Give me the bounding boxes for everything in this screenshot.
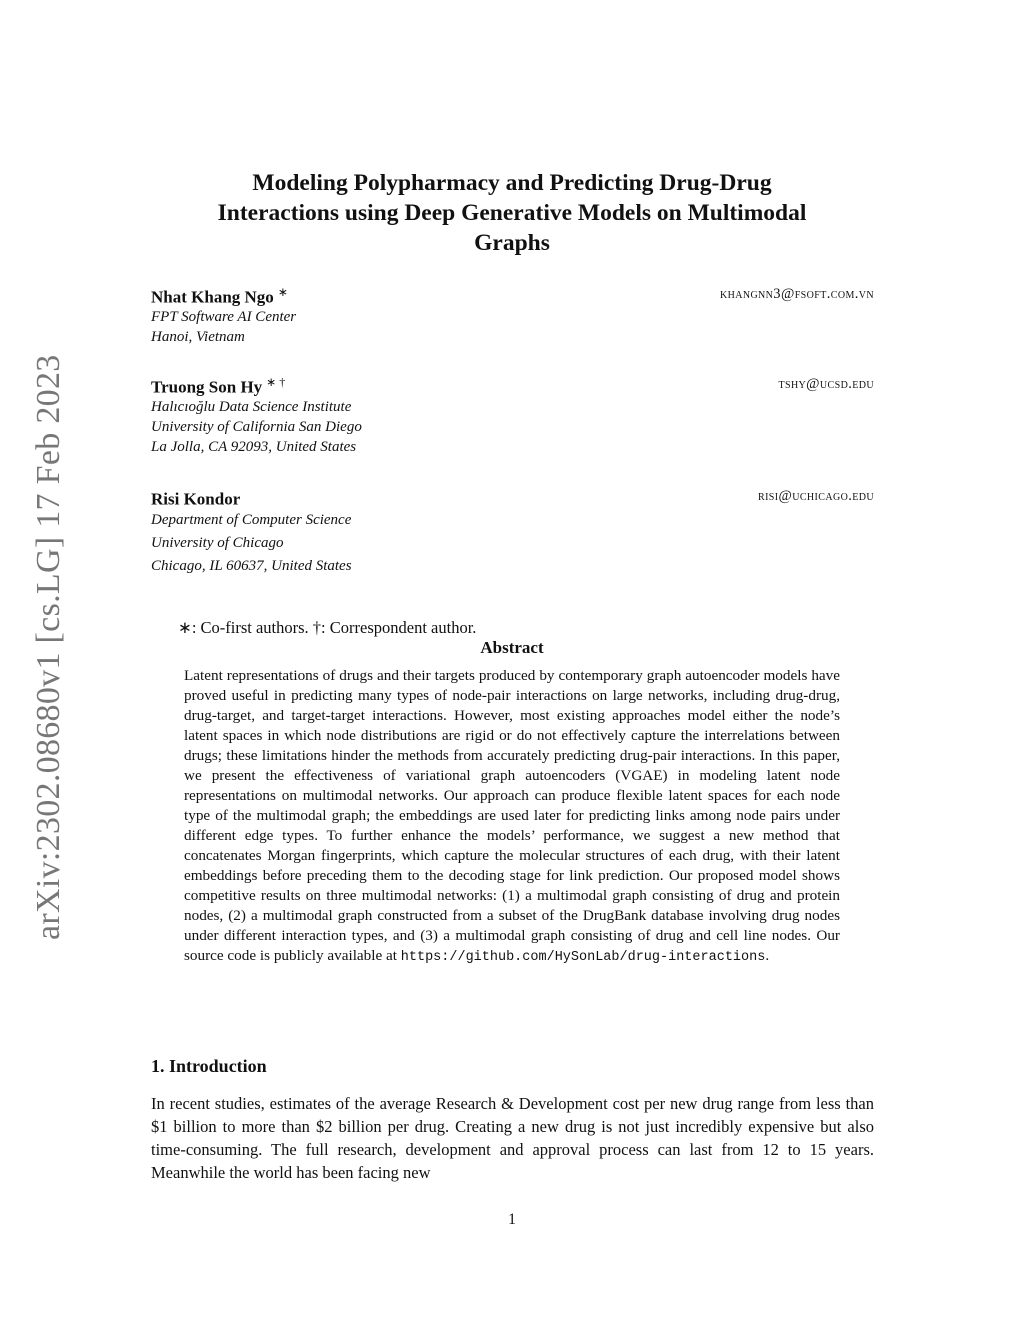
author-marks: ∗ [277,285,288,299]
author-affiliation [151,397,874,457]
author-marks: ∗ † [266,375,286,389]
title-line: Interactions using Deep Generative Models on Multimodal [217,200,807,226]
author-email[interactable]: khangnn3@fsoft.com.vn [719,286,874,302]
affiliation-line: La Jolla, CA 92093, United States [151,439,357,455]
abstract-text: Latent representations of drugs and their targets produced by contemporary graph autoencoder models have proved useful in predicting many types of node-pair interactions on large networks, including drug-drug, drug-target, and target-target interactions. However, most existing approaches model either the node’s latent spaces in which node distributions are rigid or do not effectively capture the interrelations between drugs; these limitations hinder the methods from accurately predicting drug-pair interactions. In this paper, we present the effectiveness of variational graph autoencoders (VGAE) in modeling latent node representations on multimodal networks. Our approach can produce flexible latent spaces for each node type of the multimodal graph; the embeddings are used later for predicting links among node pairs under different edge types. To further enhance the models’ performance, we suggest a new method that concatenates Morgan fingerprints, which capture the molecular structures of each drug, with their latent embeddings before preceding them to the decoding stage for link prediction. Our proposed model shows competitive results on three multimodal networks: (1) a multimodal graph consisting of drug and protein nodes, (2) a multimodal graph constructed from a subset of the DrugBank database involving drug nodes under different interaction types, and (3) a multimodal graph consisting of drug and cell line nodes. Our source code is publicly available at [184,667,840,964]
abstract-body [184,666,840,968]
title-line: Modeling Polypharmacy and Predicting Drug-Drug [252,170,772,196]
paper-title [120,168,904,258]
author-block [151,487,874,578]
affiliation-line: Department of Computer Science [151,512,352,528]
author-name: Risi Kondor [151,489,241,509]
affiliation-line: University of California San Diego [151,419,362,435]
author-email[interactable]: risi@uchicago.edu [758,488,874,504]
title-line: Graphs [474,230,550,256]
author-name: Truong Son Hy [151,377,263,397]
section-heading: 1. Introduction [151,1056,267,1076]
affiliation-line: Hanoi, Vietnam [151,329,245,345]
abstract-end-punct: . [765,947,770,964]
author-footnote: ∗: Co-first authors. †: Correspondent author. [178,618,477,637]
author-affiliation [151,307,874,347]
affiliation-line: Halıcıoğlu Data Science Institute [151,399,352,415]
affiliation-line: FPT Software AI Center [151,309,297,325]
author-block [151,375,874,457]
affiliation-line: University of Chicago [151,535,284,551]
page-number: 1 [508,1211,516,1228]
author-name: Nhat Khang Ngo [151,287,274,307]
author-email[interactable]: tshy@ucsd.edu [778,376,874,392]
arxiv-identifier[interactable]: arXiv:2302.08680v1 [cs.LG] 17 Feb 2023 [30,354,67,940]
section-paragraph: In recent studies, estimates of the average Research & Development cost per new drug range from less than $1 billion to more than $2 billion per drug. Creating a new drug is not just incredibly expensive but also time-consuming. The full research, development and approval process can last from 12 to 15 years. Meanwhile the world has been facing new [151,1094,874,1182]
affiliation-line: Chicago, IL 60637, United States [151,558,352,574]
source-code-link[interactable]: https://github.com/HySonLab/drug-interactions [400,950,766,965]
author-block [151,285,874,347]
author-affiliation [151,509,874,578]
abstract-heading: Abstract [480,638,544,657]
